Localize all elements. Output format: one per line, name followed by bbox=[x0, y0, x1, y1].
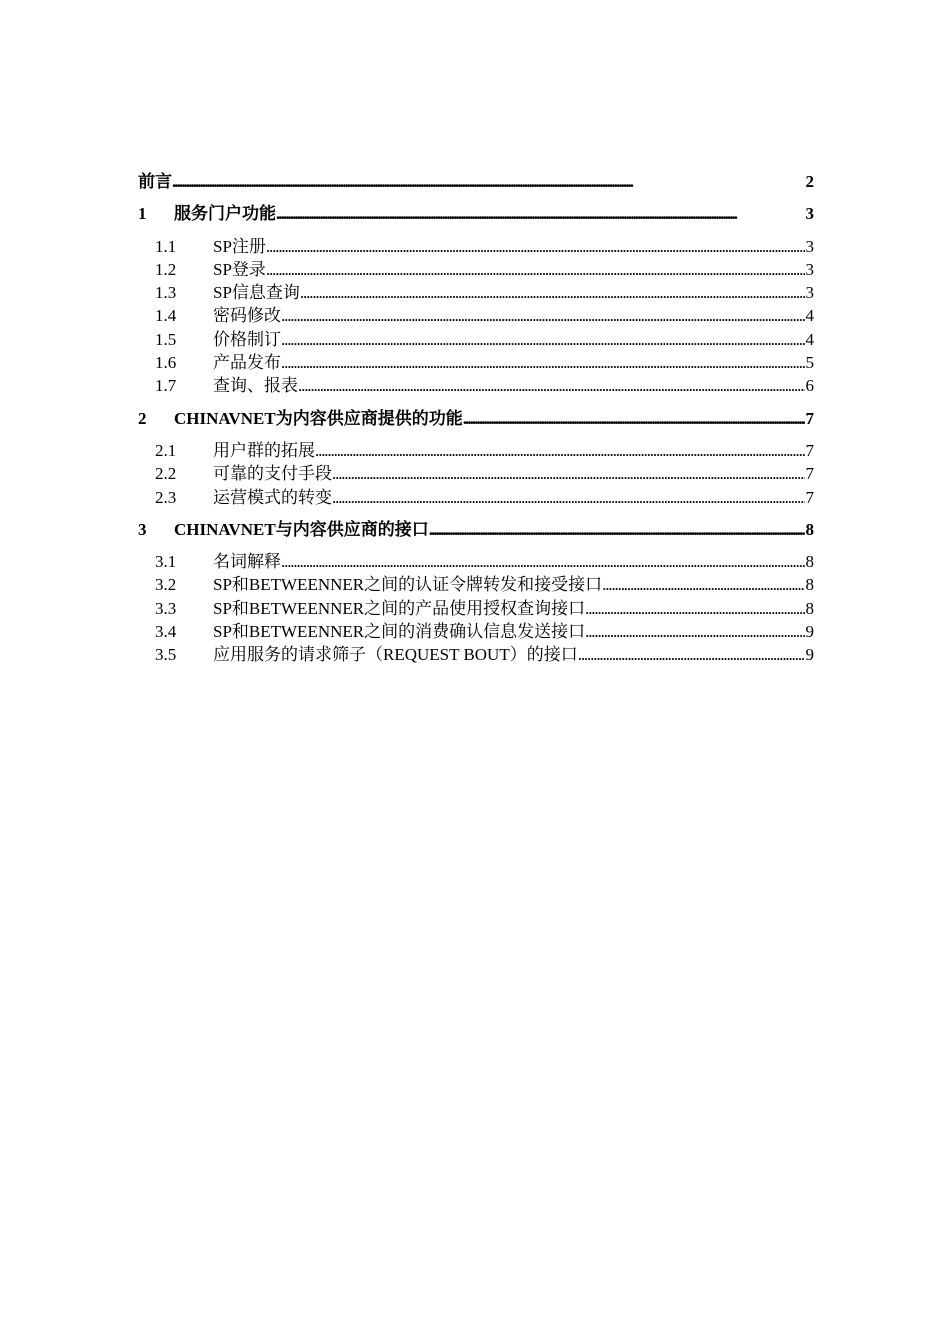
toc-dot-leader bbox=[298, 374, 805, 397]
toc-entry-3[interactable] bbox=[138, 518, 814, 541]
toc-dot-leader bbox=[332, 462, 805, 485]
toc-dot-leader bbox=[585, 620, 804, 643]
toc-dot-leader bbox=[172, 170, 805, 193]
toc-entry-page: 5 bbox=[805, 353, 814, 373]
toc-entry-page: 2 bbox=[805, 172, 814, 191]
toc-entry-1-5[interactable] bbox=[138, 328, 814, 351]
toc-entry-number: 3.3 bbox=[155, 598, 177, 618]
toc-entry-title: SP和BETWEENNER之间的认证令牌转发和接受接口 bbox=[213, 575, 603, 595]
toc-entry-number: 3.4 bbox=[155, 622, 177, 642]
toc-entry-number: 1.4 bbox=[155, 306, 177, 326]
toc-entry-1-6[interactable] bbox=[138, 351, 814, 374]
toc-entry-number: 1.5 bbox=[155, 329, 177, 349]
toc-entry-3-2[interactable] bbox=[138, 573, 814, 596]
toc-entry-title: 名词解释 bbox=[213, 552, 281, 572]
toc-entry-title: 可靠的支付手段 bbox=[213, 464, 332, 484]
toc-entry-number: 1.2 bbox=[155, 259, 177, 279]
toc-entry-title: SP和BETWEENNER之间的产品使用授权查询接口 bbox=[213, 598, 586, 618]
toc-dot-leader bbox=[276, 202, 805, 225]
toc-dot-leader bbox=[281, 550, 805, 573]
toc-entry-1-4[interactable] bbox=[138, 304, 814, 327]
toc-entry-number: 1 bbox=[138, 204, 147, 224]
toc-entry-number: 2.2 bbox=[155, 464, 177, 484]
toc-dot-leader bbox=[315, 439, 805, 462]
toc-entry-page: 7 bbox=[805, 440, 814, 460]
toc-entry-page: 3 bbox=[805, 236, 814, 256]
toc-entry-1-7[interactable] bbox=[138, 374, 814, 397]
toc-dot-leader bbox=[266, 258, 805, 281]
toc-dot-leader bbox=[332, 486, 805, 509]
toc-entry-page: 8 bbox=[805, 519, 814, 539]
toc-entry-title: 前言 bbox=[138, 172, 172, 191]
toc-entry-title: SP信息查询 bbox=[213, 283, 300, 303]
toc-entry-number: 1.3 bbox=[155, 283, 177, 303]
toc-entry-number: 2 bbox=[138, 408, 147, 428]
toc-entry-3-5[interactable] bbox=[138, 643, 814, 666]
toc-entry-number: 3 bbox=[138, 519, 147, 539]
toc-entry-page: 9 bbox=[805, 622, 814, 642]
toc-dot-leader bbox=[281, 351, 805, 374]
toc-entry-1-1[interactable] bbox=[138, 235, 814, 258]
toc-entry-2-1[interactable] bbox=[138, 439, 814, 462]
toc-entry-number: 3.1 bbox=[155, 552, 177, 572]
toc-dot-leader bbox=[281, 304, 805, 327]
toc-entry-title: 产品发布 bbox=[213, 353, 281, 373]
toc-entry-number: 3.5 bbox=[155, 645, 177, 665]
toc-entry-3-3[interactable] bbox=[138, 597, 814, 620]
toc-entry-page: 8 bbox=[805, 575, 814, 595]
toc-dot-leader bbox=[281, 328, 805, 351]
toc-entry-1[interactable] bbox=[138, 202, 814, 225]
toc-dot-leader bbox=[429, 518, 805, 541]
table-of-contents bbox=[138, 170, 814, 667]
toc-entry-3-4[interactable] bbox=[138, 620, 814, 643]
toc-entry-page: 7 bbox=[805, 487, 814, 507]
toc-entry-number: 1.7 bbox=[155, 376, 177, 396]
toc-entry-title: 应用服务的请求筛子（REQUEST BOUT）的接口 bbox=[213, 645, 578, 665]
toc-dot-leader bbox=[266, 235, 805, 258]
toc-dot-leader bbox=[585, 597, 804, 620]
toc-entry-1-2[interactable] bbox=[138, 258, 814, 281]
toc-entry-title: SP注册 bbox=[213, 236, 266, 256]
toc-entry-title: 服务门户功能 bbox=[174, 204, 276, 224]
toc-entry-page: 4 bbox=[805, 306, 814, 326]
toc-entry-number: 2.3 bbox=[155, 487, 177, 507]
toc-dot-leader bbox=[300, 281, 805, 304]
toc-entry-page: 7 bbox=[805, 408, 814, 428]
toc-entry-title: SP和BETWEENNER之间的消费确认信息发送接口 bbox=[213, 622, 586, 642]
toc-entry-1-3[interactable] bbox=[138, 281, 814, 304]
toc-entry-2-3[interactable] bbox=[138, 486, 814, 509]
toc-entry-title: CHINAVNET与内容供应商的接口 bbox=[174, 519, 429, 539]
toc-entry-page: 3 bbox=[805, 259, 814, 279]
toc-entry-title: 运营模式的转变 bbox=[213, 487, 332, 507]
toc-entry-title: 查询、报表 bbox=[213, 376, 298, 396]
toc-entry-page: 3 bbox=[805, 204, 814, 224]
toc-entry-title: 用户群的拓展 bbox=[213, 440, 315, 460]
toc-entry-page: 9 bbox=[805, 645, 814, 665]
toc-entry-number: 2.1 bbox=[155, 440, 177, 460]
toc-dot-leader bbox=[463, 407, 805, 430]
toc-dot-leader bbox=[578, 643, 805, 666]
toc-entry-page: 3 bbox=[805, 283, 814, 303]
toc-entry-number: 1.1 bbox=[155, 236, 177, 256]
toc-entry-title: 价格制订 bbox=[213, 329, 281, 349]
toc-entry-page: 8 bbox=[805, 598, 814, 618]
toc-entry-preface[interactable] bbox=[138, 170, 814, 193]
toc-entry-page: 6 bbox=[805, 376, 814, 396]
toc-entry-page: 4 bbox=[805, 329, 814, 349]
toc-entry-title: CHINAVNET为内容供应商提供的功能 bbox=[174, 408, 463, 428]
toc-entry-page: 7 bbox=[805, 464, 814, 484]
toc-entry-3-1[interactable] bbox=[138, 550, 814, 573]
toc-entry-title: 密码修改 bbox=[213, 306, 281, 326]
toc-entry-title: SP登录 bbox=[213, 259, 266, 279]
toc-dot-leader bbox=[602, 573, 804, 596]
toc-entry-2-2[interactable] bbox=[138, 462, 814, 485]
toc-entry-number: 1.6 bbox=[155, 353, 177, 373]
toc-entry-page: 8 bbox=[805, 552, 814, 572]
toc-entry-2[interactable] bbox=[138, 407, 814, 430]
toc-entry-number: 3.2 bbox=[155, 575, 177, 595]
